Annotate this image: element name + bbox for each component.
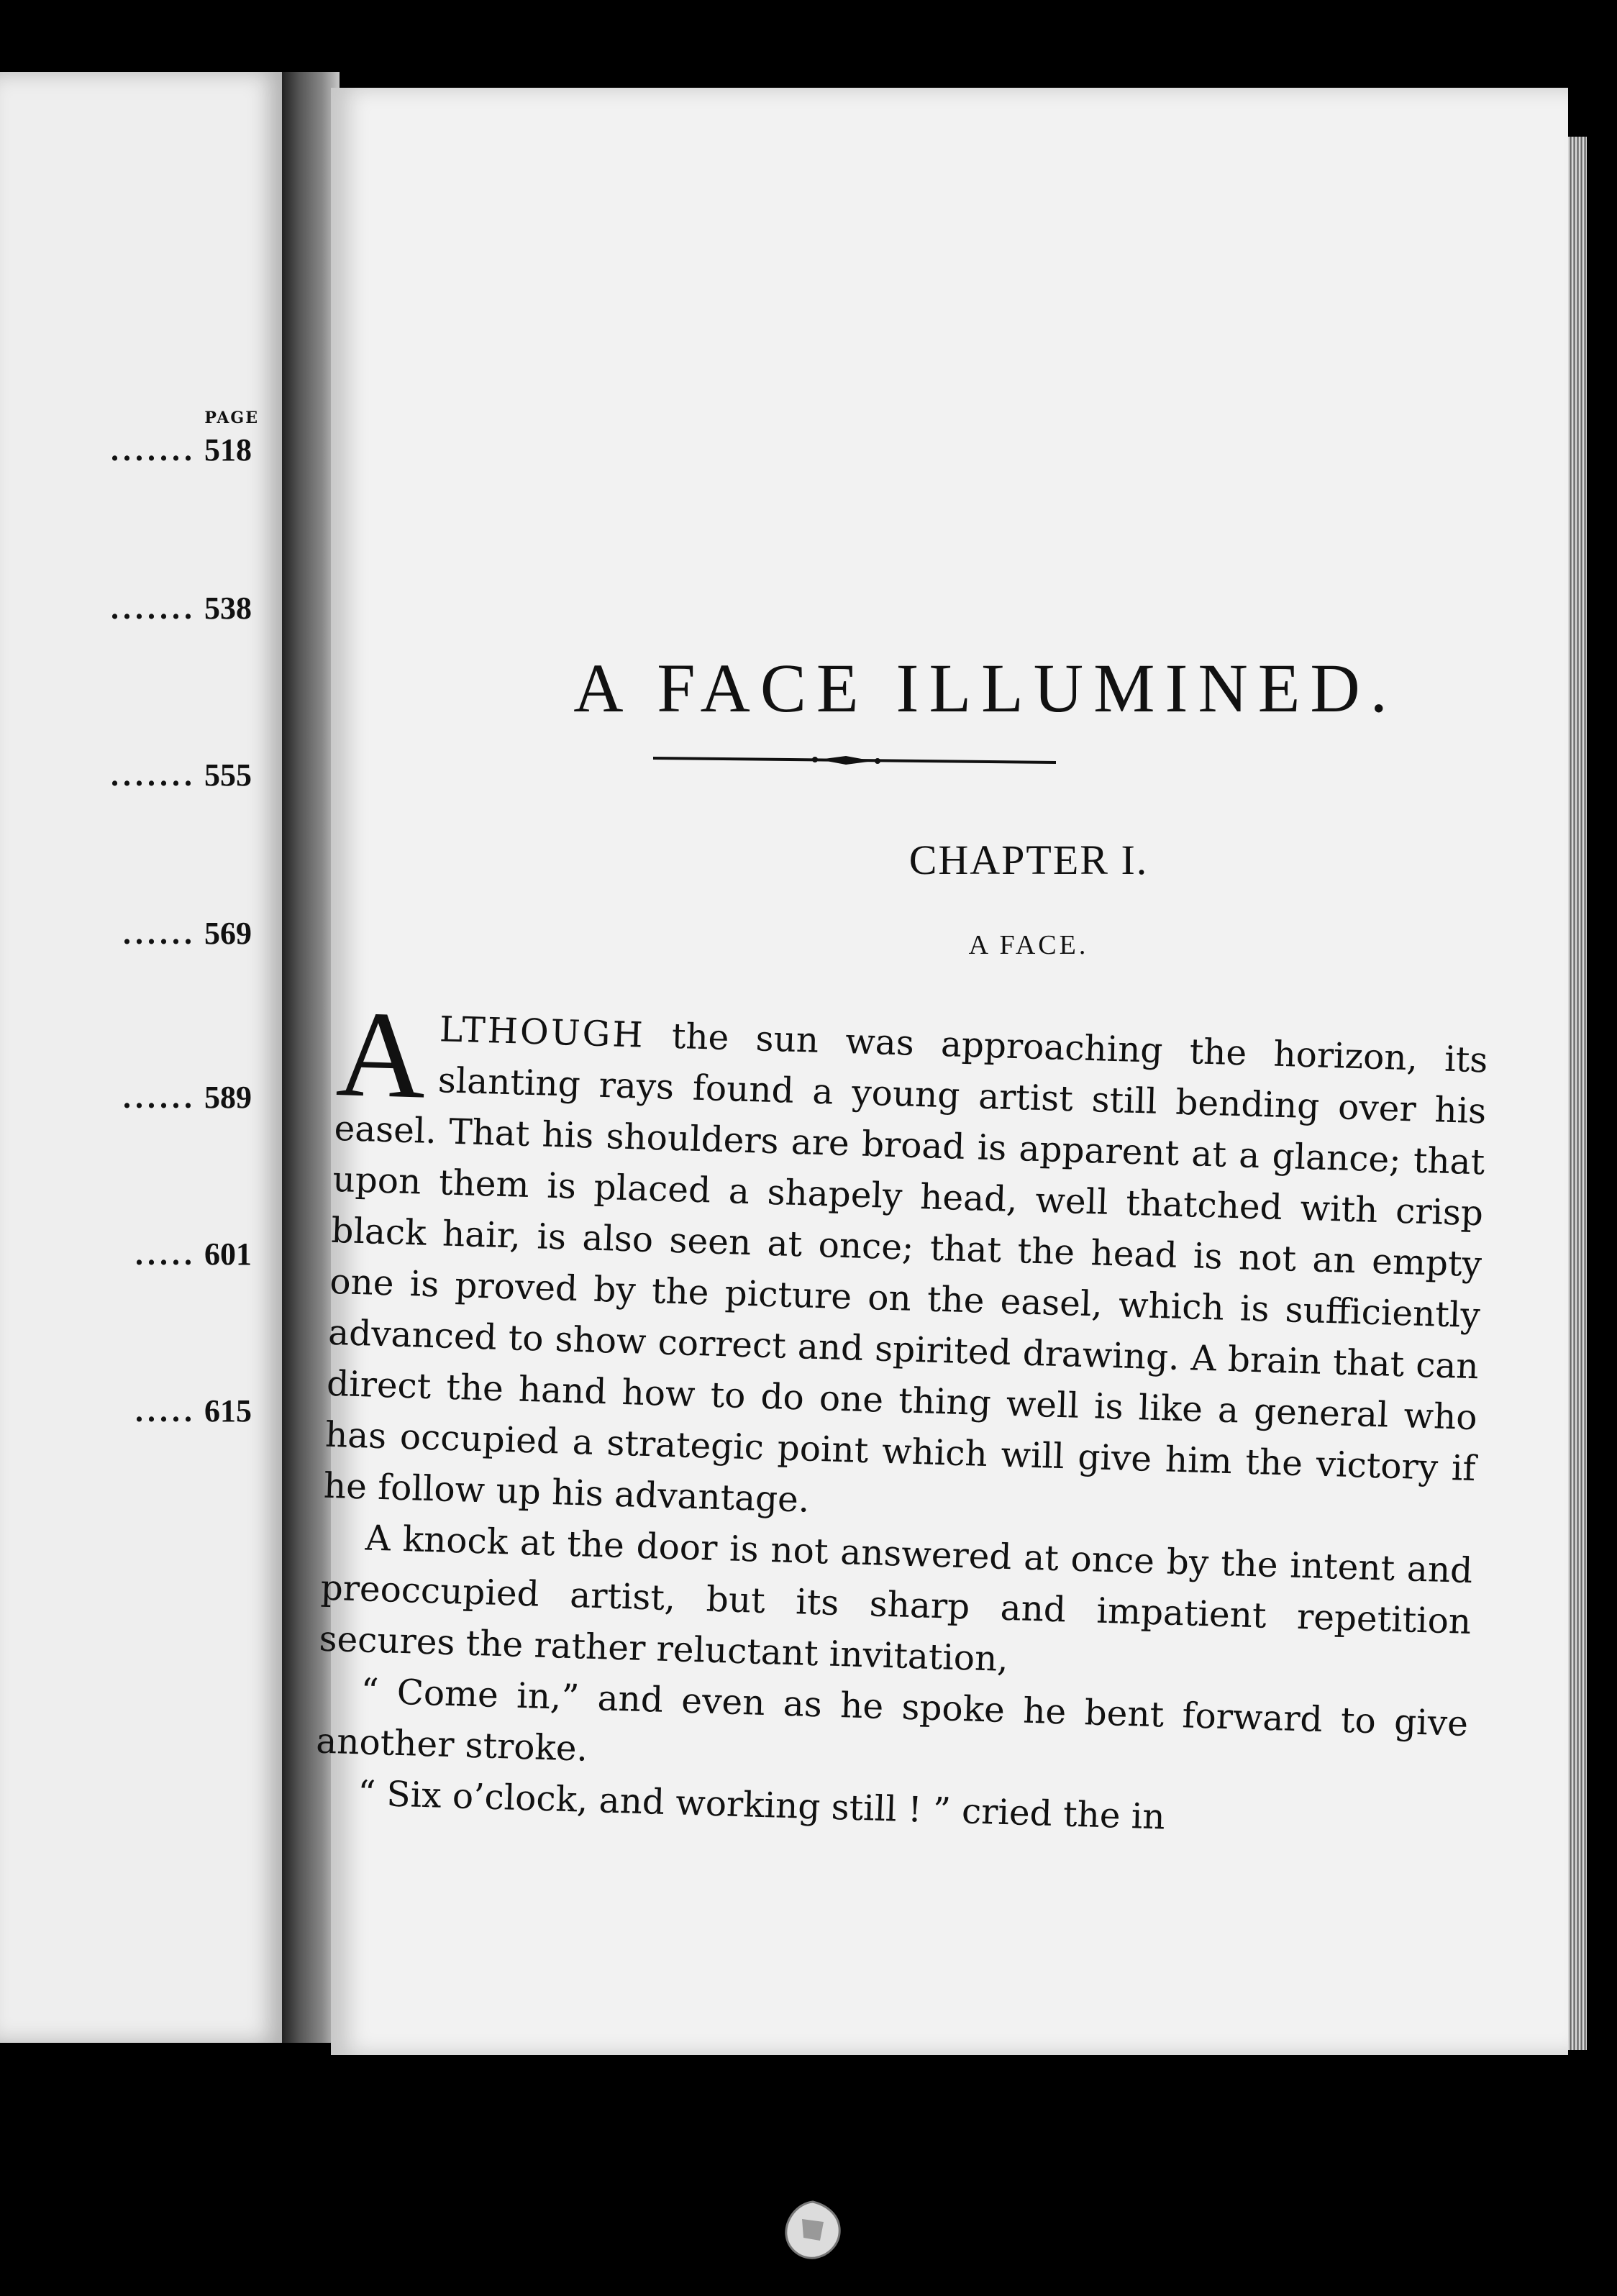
right-page <box>315 88 1568 2055</box>
toc-page-number: 569 <box>204 916 252 951</box>
toc-entry: ....... 538 <box>111 591 252 626</box>
paragraph: “ Come in,” and even as he spoke he bent forward to give another stroke. <box>315 1671 1469 1769</box>
paragraph-text: the sun was approaching the horizon, its slanting rays found a young artist still bending over his easel. That his shoulders are broad is apparent at a glance; that upon them is placed a shapely head, well thatched with crisp black hair, is also seen at once; that the head is not an empty one is proved by the picture on the easel, which is sufficiently advanced to show correct and spirited drawing. A brain that can direct the hand how to do one thing well is like a general who has occupied a strategic point which will give him the victory if he follow up his advantage. <box>323 1015 1489 1521</box>
book-title: A FACE ILLUMINED. <box>573 650 1398 727</box>
toc-entry: ...... 589 <box>123 1080 252 1115</box>
chapter-body <box>314 985 1489 1852</box>
drop-cap: A <box>334 985 428 1125</box>
library-stamp-icon <box>780 2197 845 2262</box>
page-edges <box>1568 137 1587 2050</box>
ornament-divider <box>653 750 1056 771</box>
toc-page-number: 615 <box>204 1393 252 1429</box>
lead-word: LTHOUGH <box>439 1009 646 1056</box>
chapter-heading: CHAPTER I. <box>908 837 1149 883</box>
paragraph <box>323 985 1489 1546</box>
toc-entry: ..... 615 <box>135 1393 252 1429</box>
toc-page-header: PAGE <box>204 409 259 427</box>
toc-entry: ....... 518 <box>111 432 252 468</box>
toc-page-number: 601 <box>204 1236 252 1272</box>
toc-page-number: 589 <box>204 1080 252 1115</box>
toc-entry: ....... 555 <box>111 757 252 793</box>
paragraph: “ Six o’clock, and working still ! ” cried the in <box>357 1773 1166 1838</box>
toc-page-number: 555 <box>204 757 252 793</box>
toc-page-number: 518 <box>204 432 252 468</box>
paragraph: A knock at the door is not answered at once by the intent and preoccupied artist, but its sharp and impatient repetition secures the rather reluctant invitation, <box>318 1518 1474 1680</box>
left-page <box>0 72 282 2043</box>
chapter-subtitle: A FACE. <box>968 930 1089 960</box>
toc-entry: ..... 601 <box>135 1236 252 1272</box>
toc-entry: ...... 569 <box>123 916 252 951</box>
toc-page-number: 538 <box>204 591 252 626</box>
